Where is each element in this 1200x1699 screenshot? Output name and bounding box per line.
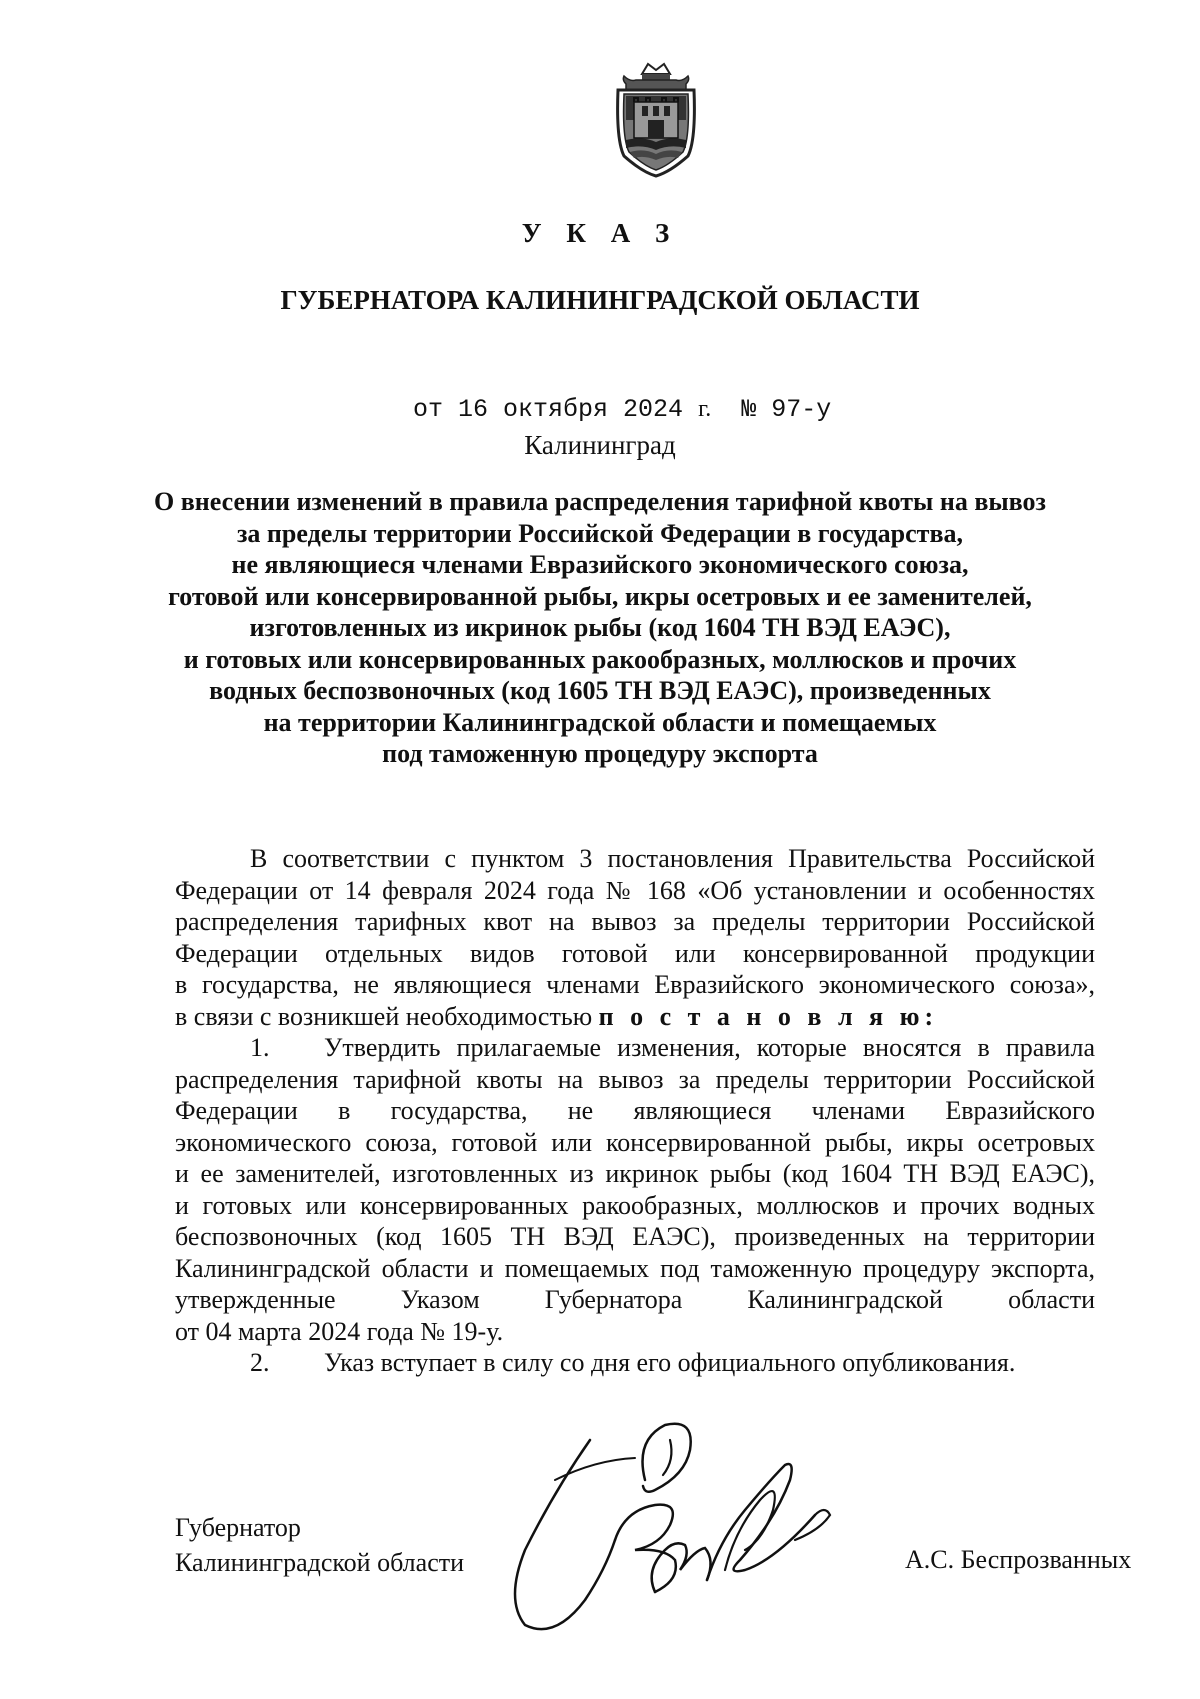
item-1-number: 1. [250, 1033, 270, 1062]
document-title [130, 486, 1070, 770]
item-1-line: распределения тарифной квоты на вывоз за пределы территории Российской [175, 1064, 1095, 1094]
item-1-line: утвержденные Указом Губернатора Калининградской области [175, 1285, 1095, 1314]
signer-name: А.С. Беспрозванных [905, 1545, 1132, 1574]
item-1-last-line: от 04 марта 2024 года № 19-у. [175, 1316, 504, 1346]
item-1-first-line [175, 1032, 1095, 1064]
title-line: готовой или консервированной рыбы, икры осетровых и ее заменителей, [168, 581, 1032, 611]
signer-position-line: Калининградской области [175, 1548, 465, 1577]
coat-of-arms-emblem [612, 60, 700, 178]
handwritten-signature [495, 1420, 845, 1650]
title-line: изготовленных из икринок рыбы (код 1604 ТН ВЭД ЕАЭС), [249, 613, 951, 642]
item-1-line: беспозвоночных (код 1605 ТН ВЭД ЕАЭС), произведенных на территории [175, 1222, 1095, 1251]
title-line: на территории Калининградской области и помещаемых [263, 707, 937, 737]
title-line: за пределы территории Российской Федерации в государства, [236, 518, 963, 548]
title-line: О внесении изменений в правила распределения тарифной квоты на вывоз [154, 487, 1046, 516]
item-1-line: и готовых или консервированных ракообразных, моллюсков и прочих водных [175, 1190, 1095, 1220]
date-number-line [413, 395, 831, 424]
item-2 [175, 1347, 1095, 1379]
document-body [175, 843, 1095, 1379]
document-place: Калининград [524, 430, 676, 460]
title-line: и готовых или консервированных ракообразных, моллюсков и прочих [183, 644, 1017, 674]
signer-position [175, 1510, 464, 1580]
decree-word: п о с т а н о в л я ю: [598, 1001, 939, 1031]
item-1-line: и ее заменителей, изготовленных из икринок рыбы (код 1604 ТН ВЭД ЕАЭС), [175, 1159, 1095, 1188]
item-1-line: экономического союза, готовой или консервированной рыбы, икры осетровых [175, 1127, 1095, 1157]
issuer-heading: ГУБЕРНАТОРА КАЛИНИНГРАДСКОЙ ОБЛАСТИ [280, 285, 920, 315]
preamble-last-line [175, 1001, 1095, 1033]
document-type-heading: У К А З [521, 218, 679, 248]
signer-position-line: Губернатор [175, 1513, 301, 1542]
document-date: от 16 октября 2024 [413, 395, 684, 424]
preamble-line: В соответствии с пунктом 3 постановления Правительства Российской [250, 844, 1095, 873]
preamble-paragraph [175, 843, 1095, 1032]
title-line: водных беспозвоночных (код 1605 ТН ВЭД ЕАЭС), произведенных [209, 676, 991, 705]
item-2-text: Указ вступает в силу со дня его официального опубликования. [324, 1348, 1016, 1377]
preamble-line: Федерации от 14 февраля 2024 года № 168 «Об установлении и особенностях [175, 875, 1095, 905]
title-line: под таможенную процедуру экспорта [382, 739, 818, 768]
date-year-suffix: г. [698, 396, 712, 422]
preamble-line: в государства, не являющиеся членами Евразийского экономического союза», [175, 970, 1095, 999]
preamble-last-text: в связи с возникшей необходимостью [175, 1001, 593, 1031]
item-1 [175, 1032, 1095, 1347]
item-1-line: Калининградской области и помещаемых под таможенную процедуру экспорта, [175, 1253, 1095, 1283]
title-line: не являющиеся членами Евразийского экономического союза, [231, 550, 969, 579]
item-2-number: 2. [250, 1348, 270, 1377]
preamble-line: распределения тарифных квот на вывоз за пределы территории Российской [175, 907, 1095, 936]
document-number: № 97-у [741, 395, 832, 424]
item-2-line [175, 1347, 1095, 1379]
preamble-line: Федерации отдельных видов готовой или консервированной продукции [175, 938, 1095, 968]
item-1-line: Федерации в государства, не являющиеся членами Евразийского [175, 1096, 1095, 1125]
item-1-line: Утвердить прилагаемые изменения, которые вносятся в правила [324, 1033, 1095, 1062]
